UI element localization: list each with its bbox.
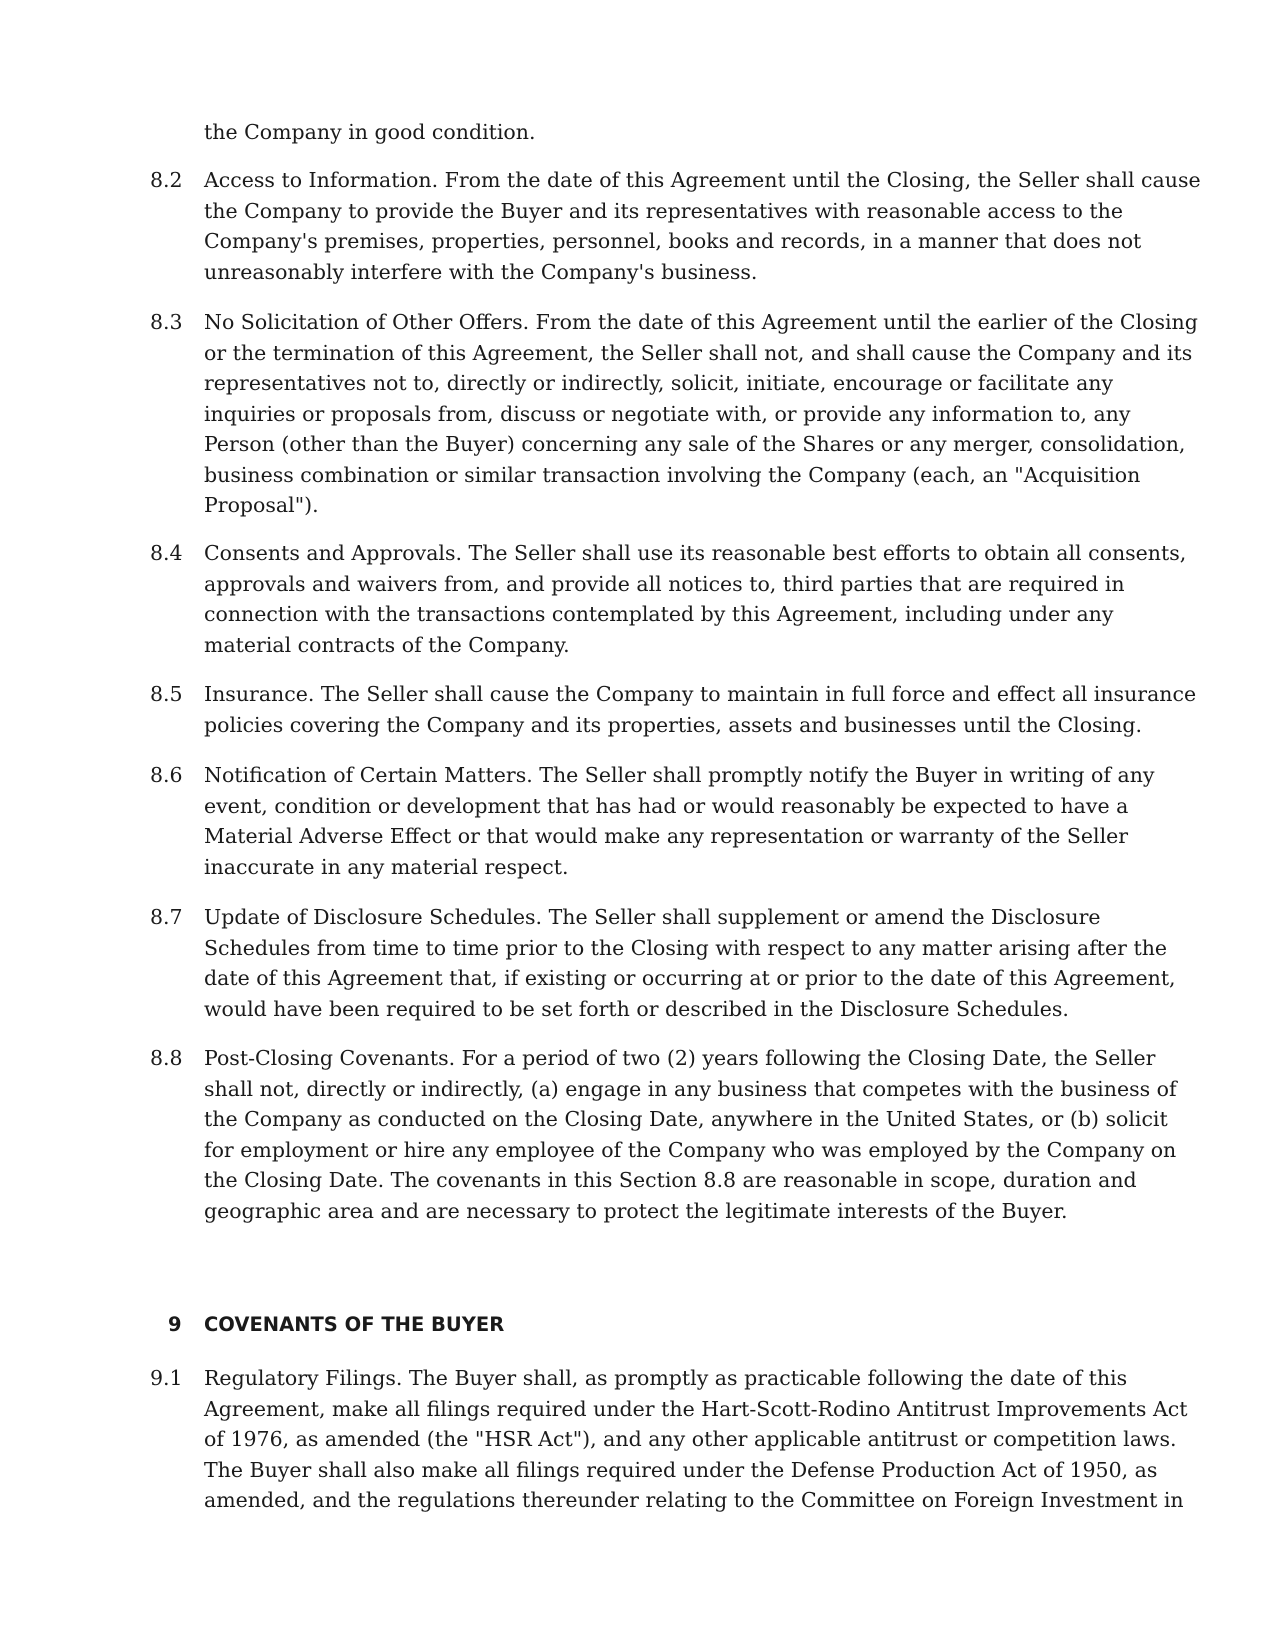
clause-8-3 [150,307,1198,521]
clause-line: amended, and the regulations thereunder relating to the Committee on Foreign Investment in [204,1488,1184,1512]
clause-line: the Company to provide the Buyer and its representatives with reasonable access to the [204,198,1123,223]
clause-line: Regulatory Filings. The Buyer shall, as promptly as practicable following the date of this [204,1366,1128,1390]
clause-line: Post-Closing Covenants. For a period of two (2) years following the Closing Date, the Seller [204,1046,1156,1070]
clause-8-5 [150,679,1197,740]
clause-line: geographic area and are necessary to protect the legitimate interests of the Buyer. [204,1198,1068,1223]
section-number: 9 [168,1313,182,1336]
clause-8-6 [150,760,1155,882]
clause-line: Consents and Approvals. The Seller shall use its reasonable best efforts to obtain all consents, [204,541,1187,565]
clause-line: inquiries or proposals from, discuss or negotiate with, or provide any information to, any [204,401,1131,426]
clause-line: event, condition or development that has had or would reasonably be expected to have a [204,793,1129,818]
clause-line: representatives not to, directly or indirectly, solicit, initiate, encourage or facilitate any [204,371,1114,395]
section-title: COVENANTS OF THE BUYER [204,1313,505,1336]
clause-line: Person (other than the Buyer) concerning any sale of the Shares or any merger, consolidation, [204,432,1186,456]
clause-line: or the termination of this Agreement, the Seller shall not, and shall cause the Company and its [204,340,1193,365]
clause-line: shall not, directly or indirectly, (a) engage in any business that competes with the business of [204,1076,1177,1101]
clause-line: business combination or similar transaction involving the Company (each, an "Acquisition [204,462,1141,487]
clause-line: for employment or hire any employee of the Company who was employed by the Company on [204,1137,1177,1162]
clause-line: Schedules from time to time prior to the Closing with respect to any matter arising after the [204,935,1168,960]
clause-number: 8.5 [150,682,183,706]
clause-line: Agreement, make all filings required under the Hart-Scott-Rodino Antitrust Improvements Act [204,1396,1188,1421]
clause-line: of 1976, as amended (the "HSR Act"), and any other applicable antitrust or competition laws. [204,1427,1177,1451]
clause-number: 8.7 [150,905,183,929]
clause-8-8 [150,1043,1177,1226]
clause-line: date of this Agreement that, if existing or occurring at or prior to the date of this Agreement, [204,966,1176,990]
clause-number: 8.2 [150,168,183,192]
clause-9-1 [150,1363,1188,1516]
clause-line: No Solicitation of Other Offers. From the date of this Agreement until the earlier of the Closing [204,310,1198,334]
clause-8-4 [150,538,1187,660]
clause-number: 8.8 [150,1046,183,1070]
clause-line: material contracts of the Company. [204,632,570,657]
clause-line: Access to Information. From the date of this Agreement until the Closing, the Seller shall cause [204,168,1201,192]
clause-8-2 [150,165,1201,287]
clause-line: Material Adverse Effect or that would make any representation or warranty of the Seller [204,824,1129,848]
clause-line: Update of Disclosure Schedules. The Seller shall supplement or amend the Disclosure [204,905,1101,929]
clause-line: The Buyer shall also make all filings required under the Defense Production Act of 1950, as [204,1457,1158,1482]
clause-line: connection with the transactions contemplated by this Agreement, including under any [204,602,1114,626]
clause-line: would have been required to be set forth or described in the Disclosure Schedules. [204,996,1069,1021]
clause-line: inaccurate in any material respect. [204,854,569,879]
clause-line: the Company as conducted on the Closing Date, anywhere in the United States, or (b) solicit [204,1107,1168,1131]
clause-line: Insurance. The Seller shall cause the Company to maintain in full force and effect all insurance [204,682,1197,706]
clause-line: approvals and waivers from, and provide all notices to, third parties that are required in [204,571,1125,596]
clause-number: 9.1 [150,1366,183,1390]
clause-number: 8.4 [150,541,183,565]
clause-number: 8.3 [150,310,183,334]
clause-line: policies covering the Company and its properties, assets and businesses until the Closing. [204,712,1142,737]
clause-line: Proposal"). [204,493,319,517]
clause-line: Notification of Certain Matters. The Seller shall promptly notify the Buyer in writing of any [204,763,1155,787]
continued-paragraph: the Company in good condition. [204,120,536,144]
clause-line: Company's premises, properties, personnel, books and records, in a manner that does not [204,229,1142,253]
clause-line: the Closing Date. The covenants in this Section 8.8 are reasonable in scope, duration and [204,1168,1137,1192]
clause-line: unreasonably interfere with the Company's business. [204,259,758,284]
clause-8-7 [150,902,1176,1024]
clause-number: 8.6 [150,763,183,787]
